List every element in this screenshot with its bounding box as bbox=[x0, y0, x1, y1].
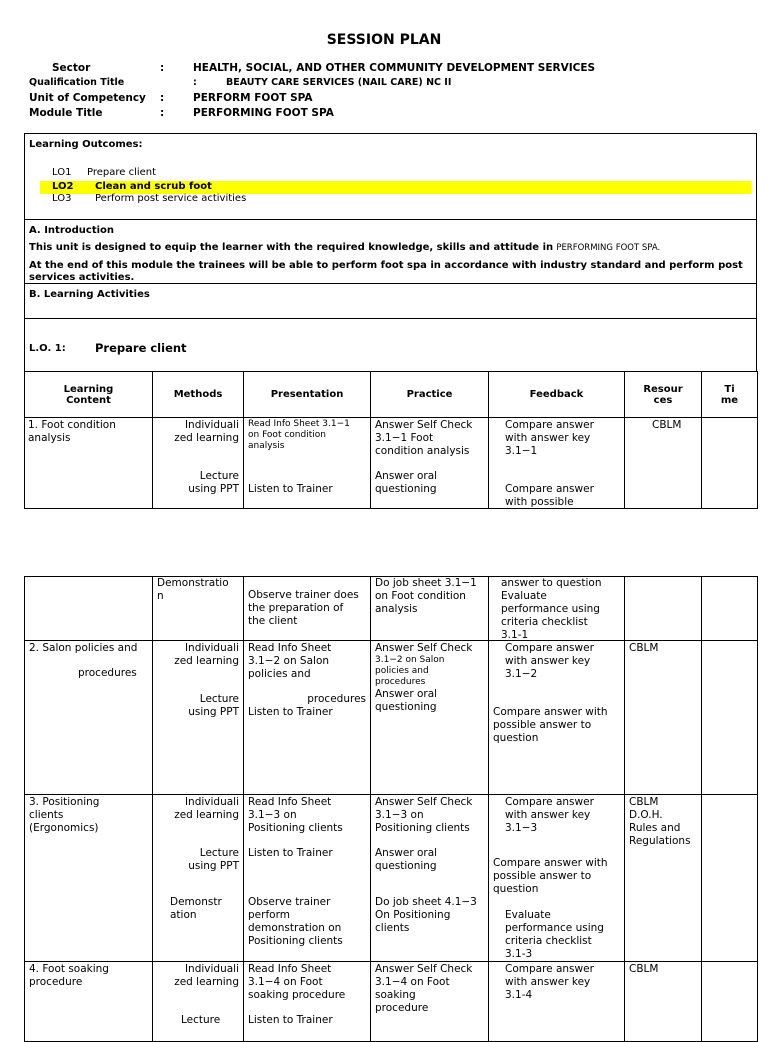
learning-activities-heading: B. Learning Activities bbox=[29, 289, 150, 300]
unit-label: Unit of Competency bbox=[29, 92, 146, 104]
module-value: PERFORMING FOOT SPA bbox=[193, 107, 334, 119]
session-table-page1 bbox=[24, 371, 758, 509]
qualification-value: BEAUTY CARE SERVICES (NAIL CARE) NC II bbox=[226, 77, 452, 88]
intro-p1-bold: This unit is designed to equip the learner with the required knowledge, skills and attitude in bbox=[29, 242, 554, 253]
cell-practice: Do job sheet 3.1−1 on Foot condition analysis bbox=[371, 577, 489, 641]
cell-feedback: Compare answer with answer key 3.1−1 Compare answer with possible bbox=[489, 418, 625, 509]
th-resources: Resour ces bbox=[625, 372, 702, 418]
sector-value: HEALTH, SOCIAL, AND OTHER COMMUNITY DEVELOPMENT SERVICES bbox=[193, 62, 596, 74]
cell-presentation: Read Info Sheet 3.1−4 on Foot soaking procedure Listen to Trainer bbox=[244, 962, 371, 1042]
cell-content bbox=[25, 577, 153, 641]
cell-presentation: Observe trainer does the preparation of the client bbox=[244, 577, 371, 641]
sector-label: Sector bbox=[52, 62, 91, 74]
page-title: SESSION PLAN bbox=[326, 32, 442, 48]
cell-methods: Individuali zed learning Lecture bbox=[153, 962, 244, 1042]
introduction-title: A. Introduction bbox=[29, 225, 115, 236]
cell-time bbox=[702, 641, 758, 795]
module-row bbox=[0, 107, 768, 121]
introduction-paragraph-1 bbox=[29, 242, 754, 253]
cell-content: 1. Foot condition analysis bbox=[25, 418, 153, 509]
cell-resources bbox=[625, 577, 702, 641]
module-label: Module Title bbox=[29, 107, 103, 119]
cell-resources: CBLM bbox=[625, 962, 702, 1042]
cell-content: 4. Foot soaking procedure bbox=[25, 962, 153, 1042]
lo1-code: LO1 bbox=[52, 167, 72, 178]
cell-time bbox=[702, 962, 758, 1042]
cell-resources: CBLM D.O.H. Rules and Regulations bbox=[625, 795, 702, 962]
unit-colon: : bbox=[160, 92, 165, 104]
cell-practice: Answer Self Check 3.1−2 on Salon policies and procedures Answer oral questioning bbox=[371, 641, 489, 795]
table-row bbox=[25, 418, 758, 509]
intro-p1-normal: PERFORMING FOOT SPA. bbox=[556, 243, 661, 253]
cell-practice: Answer Self Check 3.1−4 on Foot soaking procedure bbox=[371, 962, 489, 1042]
lo1-text: Prepare client bbox=[87, 167, 157, 178]
lo3-code: LO3 bbox=[52, 193, 72, 204]
cell-feedback: Compare answer with answer key 3.1−3 Compare answer with possible answer to question Evaluate performance using criteria checklist 3.1-3 bbox=[489, 795, 625, 962]
th-learning-content: Learning Content bbox=[25, 372, 153, 418]
th-practice: Practice bbox=[371, 372, 489, 418]
lo-title: Prepare client bbox=[95, 341, 187, 355]
table-row bbox=[25, 795, 758, 962]
cell-content: 3. Positioning clients (Ergonomics) bbox=[25, 795, 153, 962]
cell-feedback: Compare answer with answer key 3.1-4 bbox=[489, 962, 625, 1042]
module-colon: : bbox=[160, 107, 165, 119]
th-methods: Methods bbox=[153, 372, 244, 418]
cell-resources: CBLM bbox=[625, 418, 702, 509]
th-feedback: Feedback bbox=[489, 372, 625, 418]
cell-presentation: Read Info Sheet 3.1−1 on Foot condition analysis Listen to Trainer bbox=[244, 418, 371, 509]
lo-label: L.O. 1: bbox=[29, 343, 66, 354]
session-table-page2 bbox=[24, 576, 758, 1042]
introduction-box bbox=[24, 219, 757, 284]
lo2-text: Clean and scrub foot bbox=[95, 181, 212, 192]
learning-outcomes-heading: Learning Outcomes: bbox=[29, 139, 143, 150]
unit-row bbox=[0, 92, 768, 106]
cell-methods: Individuali zed learning Lecture using PPT Demonstr ation bbox=[153, 795, 244, 962]
lo2-code: LO2 bbox=[52, 181, 74, 192]
table-row bbox=[25, 577, 758, 641]
cell-content: 2. Salon policies and procedures bbox=[25, 641, 153, 795]
cell-methods: Individuali zed learning Lecture using PPT bbox=[153, 641, 244, 795]
cell-resources: CBLM bbox=[625, 641, 702, 795]
sector-colon: : bbox=[160, 62, 165, 74]
learning-activities-box bbox=[24, 283, 757, 319]
learning-outcomes-box bbox=[24, 133, 757, 220]
table-header-row bbox=[25, 372, 758, 418]
lo3-text: Perform post service activities bbox=[95, 193, 247, 204]
lo-box bbox=[24, 318, 757, 372]
table-row bbox=[25, 962, 758, 1042]
cell-time bbox=[702, 418, 758, 509]
unit-value: PERFORM FOOT SPA bbox=[193, 92, 313, 104]
cell-presentation: Read Info Sheet 3.1−2 on Salon policies and procedures Listen to Trainer bbox=[244, 641, 371, 795]
qualification-label: Qualification Title bbox=[29, 77, 125, 88]
th-presentation: Presentation bbox=[244, 372, 371, 418]
cell-methods: Individuali zed learning Lecture using PPT bbox=[153, 418, 244, 509]
sector-row bbox=[0, 62, 768, 76]
qualification-row bbox=[0, 77, 768, 91]
cell-presentation: Read Info Sheet 3.1−3 on Positioning clients Listen to Trainer Observe trainer perform demonstration on Positioning clients bbox=[244, 795, 371, 962]
cell-feedback: answer to question Evaluate performance using criteria checklist 3.1-1 bbox=[489, 577, 625, 641]
cell-practice: Answer Self Check 3.1−3 on Positioning clients Answer oral questioning Do job sheet 4.1−3 On Positioning clients bbox=[371, 795, 489, 962]
cell-practice: Answer Self Check 3.1−1 Foot condition analysis Answer oral questioning bbox=[371, 418, 489, 509]
introduction-paragraph-2: At the end of this module the trainees will be able to perform foot spa in accordance with industry standard and perform post services activities. bbox=[29, 260, 743, 283]
cell-time bbox=[702, 577, 758, 641]
cell-methods: Demonstratio n bbox=[153, 577, 244, 641]
cell-feedback: Compare answer with answer key 3.1−2 Compare answer with possible answer to question bbox=[489, 641, 625, 795]
qualification-colon: : bbox=[193, 77, 197, 88]
cell-time bbox=[702, 795, 758, 962]
th-time: Ti me bbox=[702, 372, 758, 418]
table-row bbox=[25, 641, 758, 795]
